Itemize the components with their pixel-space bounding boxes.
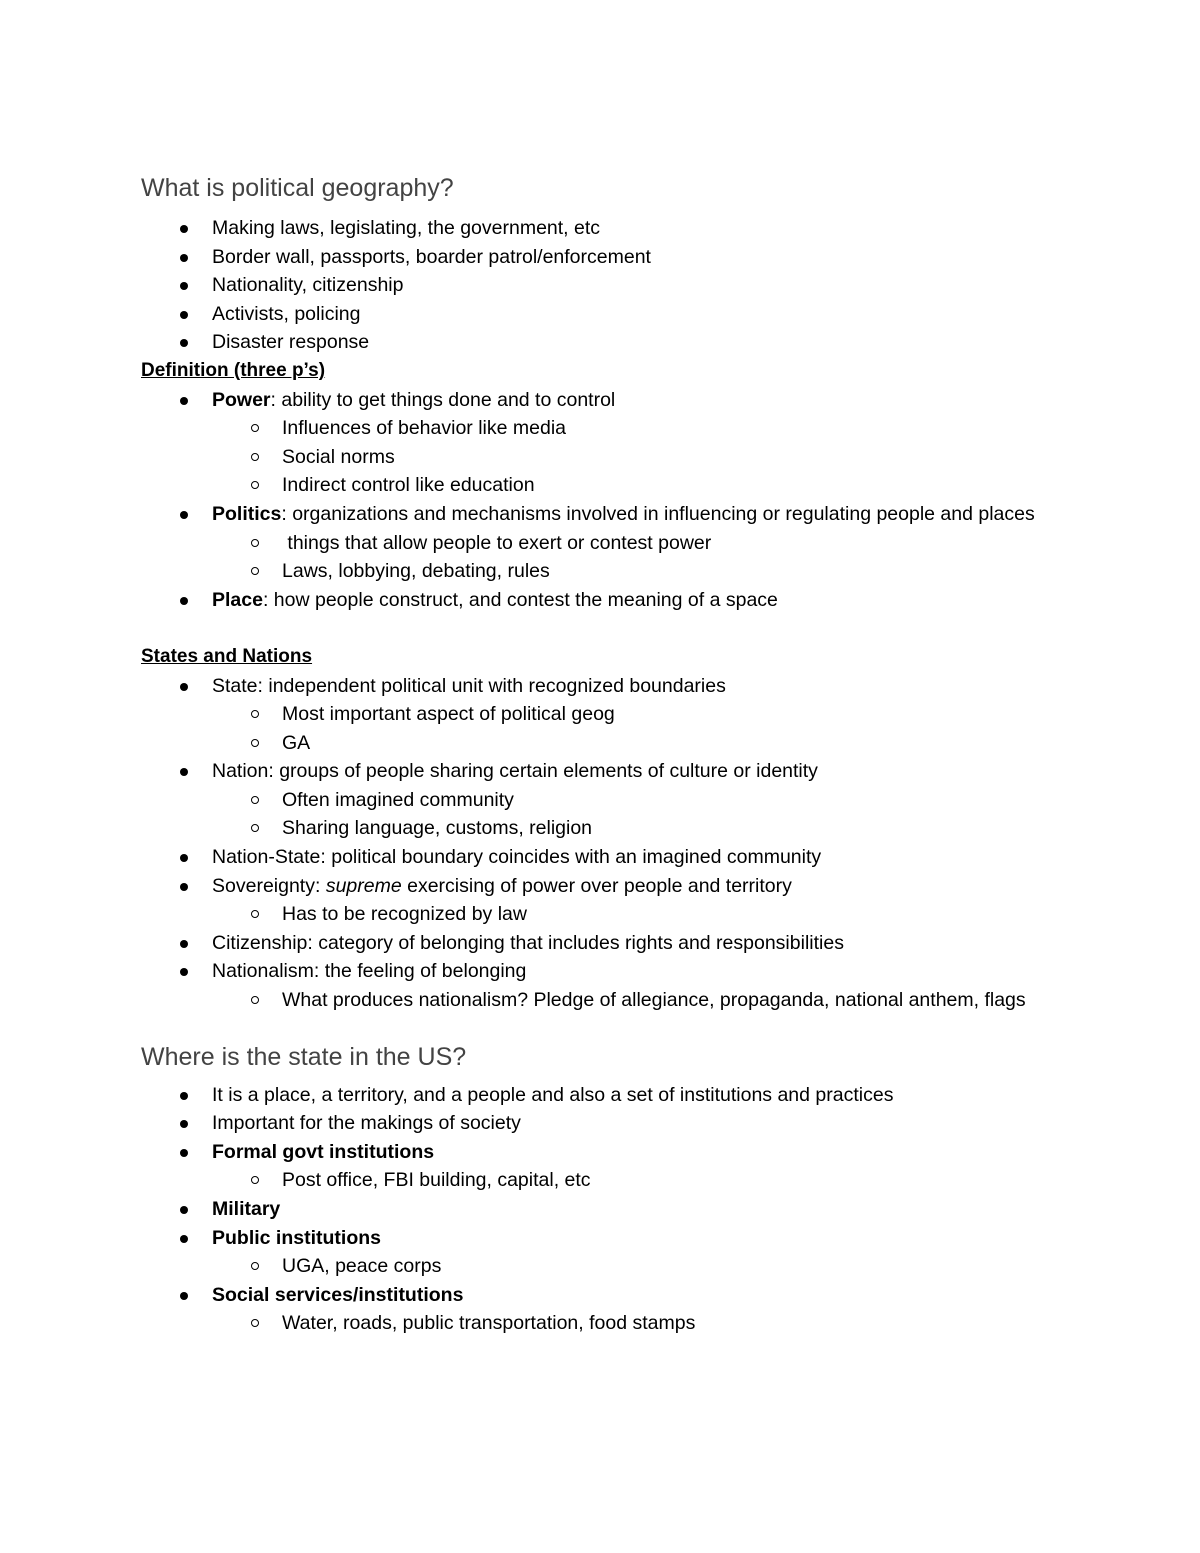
states-list [141,672,1061,1015]
list-item-power [141,386,1061,500]
list-item-citizenship: Citizenship: category of belonging that includes rights and responsibilities [141,929,1061,958]
list-item-nationalism [141,957,1061,1014]
states-heading: States and Nations [141,645,313,667]
page-title: What is political geography? [141,174,454,202]
list-item-military [141,1195,1061,1224]
sub-list-item: Indirect control like education [141,471,1061,500]
list-item: Nationality, citizenship [141,271,1061,300]
list-item: Disaster response [141,328,1061,357]
sub-list-item: GA [141,729,1061,758]
list-item: Important for the makings of society [141,1109,1061,1138]
bold-label: Formal govt institutions [212,1140,435,1163]
list-item-social [141,1281,1061,1338]
intro-list [141,214,1061,357]
sub-list-item: things that allow people to exert or contest power [141,529,1061,558]
emphasis-text: supreme [325,874,402,897]
term-politics: Politics [212,502,282,525]
list-item: Border wall, passports, boarder patrol/enforcement [141,243,1061,272]
sub-list [212,786,1061,843]
sub-list-item: Influences of behavior like media [141,414,1061,443]
sub-list [212,1309,1061,1338]
document-page [141,172,1061,1338]
list-item-state [141,672,1061,758]
bold-label: Military [212,1198,281,1220]
section-title: Where is the state in the US? [141,1042,467,1071]
item-text: Nationalism: the feeling of belonging [212,960,527,983]
list-item-formal [141,1138,1061,1195]
sub-list-item: Has to be recognized by law [141,900,1061,929]
item-text: State: independent political unit with recognized boundaries [212,674,726,697]
sub-list-item: UGA, peace corps [141,1252,1061,1281]
sub-list-item: Social norms [141,443,1061,472]
term-power: Power [212,388,271,411]
sub-list-item: Water, roads, public transportation, food stamps [141,1309,1061,1338]
list-item-nation-state: Nation-State: political boundary coincides with an imagined community [141,843,1061,872]
definition-heading: Definition (three p’s) [141,359,326,381]
sub-list-item: What produces nationalism? Pledge of allegiance, propaganda, national anthem, flags [141,986,1061,1015]
sub-list [212,1166,1061,1195]
item-text: exercising of power over people and territory [401,874,792,897]
state-us-list [141,1081,1061,1338]
definition-list [141,386,1061,615]
list-item: Activists, policing [141,300,1061,329]
sub-list [212,986,1061,1015]
sub-list [212,529,1061,586]
blank-line [141,614,1061,643]
term-place: Place [212,588,263,611]
list-item-public [141,1224,1061,1281]
sub-list [212,900,1061,929]
definition-text: : organizations and mechanisms involved in influencing or regulating people and places [281,502,1035,525]
sub-list [212,700,1061,757]
list-item-place [141,586,1061,615]
sub-list [212,1252,1061,1281]
sub-list-item: Laws, lobbying, debating, rules [141,557,1061,586]
list-item-sovereignty [141,872,1061,929]
list-item: It is a place, a territory, and a people and also a set of institutions and practices [141,1081,1061,1110]
item-text: Sovereignty: [212,874,326,897]
sub-list-item: Often imagined community [141,786,1061,815]
sub-list-item: Post office, FBI building, capital, etc [141,1166,1061,1195]
definition-text: : ability to get things done and to control [270,388,616,411]
list-item-nation [141,757,1061,843]
bold-label: Social services/institutions [212,1283,464,1306]
bold-label: Public institutions [212,1226,381,1249]
sub-list [212,414,1061,500]
list-item-politics [141,500,1061,586]
definition-text: : how people construct, and contest the meaning of a space [262,588,778,611]
sub-list-item: Most important aspect of political geog [141,700,1061,729]
sub-list-item: Sharing language, customs, religion [141,814,1061,843]
list-item: Making laws, legislating, the government, etc [141,214,1061,243]
item-text: Nation: groups of people sharing certain elements of culture or identity [212,760,818,783]
